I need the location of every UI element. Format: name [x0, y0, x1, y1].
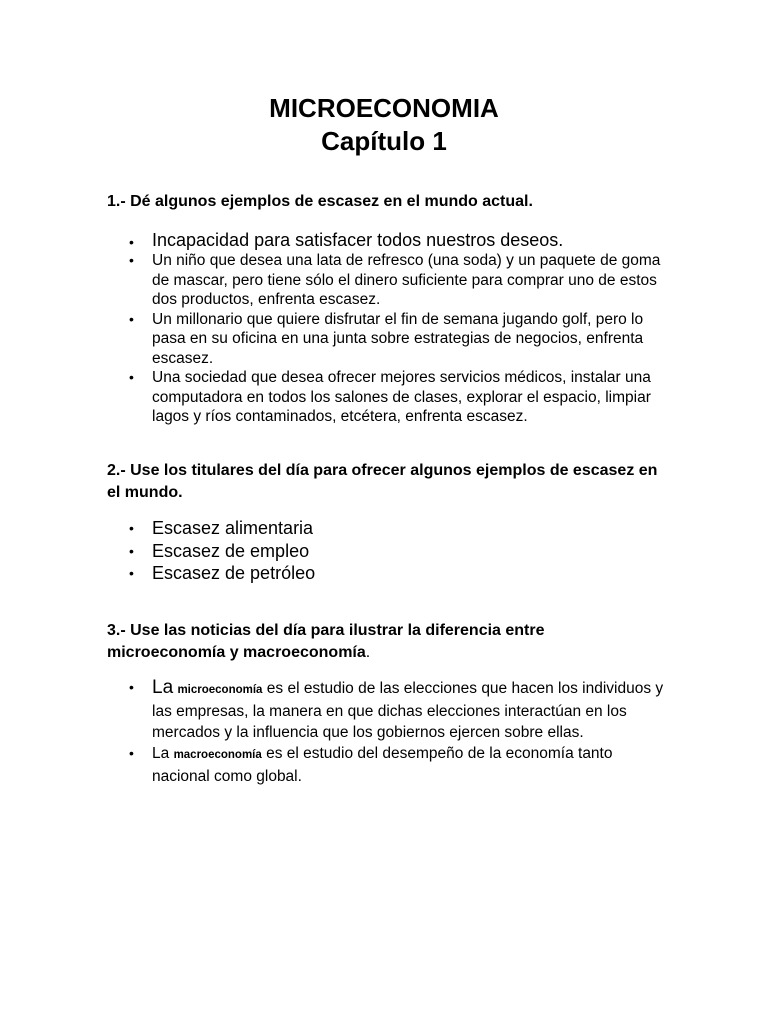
question-3-heading-text: 3.- Use las noticias del día para ilustrar la diferencia entre microeconomía y macroeconomía	[107, 622, 545, 661]
question-1-heading: 1.- Dé algunos ejemplos de escasez en el mundo actual.	[107, 193, 533, 210]
list-item-text: Un niño que desea una lata de refresco (una soda) y un paquete de goma de mascar, pero tiene sólo el dinero suficiente para comprar uno de estos dos productos, enfrenta escasez.	[152, 252, 661, 308]
bullet-icon: •	[129, 679, 134, 695]
question-2-list	[0, 517, 672, 585]
list-item-text: Una sociedad que desea ofrecer mejores servicios médicos, instalar una computadora en todos los salones de clases, explorar el espacio, limpiar lagos y ríos contaminados, etcétera, enfrenta escasez.	[152, 369, 651, 425]
term-microeconomia: microeconomía	[177, 684, 263, 696]
list-item-text: Escasez de empleo	[152, 540, 310, 561]
list-item	[0, 517, 672, 540]
list-item	[0, 677, 672, 743]
term-macroeconomia: macroeconomía	[173, 749, 262, 761]
list-item	[0, 368, 672, 427]
bullet-icon: •	[129, 745, 134, 761]
question-3-heading-period: .	[365, 644, 371, 661]
list-item-text: Escasez alimentaria	[152, 518, 314, 538]
bullet-icon: •	[129, 252, 134, 268]
question-3-list	[0, 677, 672, 787]
document-title	[0, 92, 768, 158]
list-item	[0, 310, 672, 369]
title-line-2: Capítulo 1	[321, 126, 447, 156]
list-item	[0, 562, 672, 585]
list-item-text: Escasez de petróleo	[152, 563, 316, 583]
bullet-icon: •	[129, 520, 134, 536]
question-3-heading	[107, 620, 667, 664]
question-2-heading: 2.- Use los titulares del día para ofrecer algunos ejemplos de escasez en el mundo.	[107, 462, 658, 501]
list-item	[0, 229, 672, 251]
bullet-icon: •	[129, 234, 134, 250]
bullet-icon: •	[129, 310, 134, 327]
list-item	[0, 540, 672, 563]
list-item-text: Incapacidad para satisfacer todos nuestros deseos.	[152, 230, 564, 250]
list-item	[0, 251, 672, 310]
list-item-text: es el estudio del desempeño de la economía tanto nacional como global.	[152, 745, 613, 785]
question-1-list	[0, 229, 672, 427]
list-item-text: es el estudio de las elecciones que hacen los individuos y las empresas, la manera en que dichas elecciones interactúan en los mercados y la influencia que los gobiernos ejercen sobre ellas.	[152, 680, 664, 741]
bullet-icon: •	[129, 369, 134, 385]
list-item-article: La	[152, 745, 170, 762]
list-item-article: La	[152, 677, 174, 698]
bullet-icon: •	[129, 565, 134, 581]
list-item	[0, 743, 672, 787]
bullet-icon: •	[129, 542, 134, 559]
list-item-text: Un millonario que quiere disfrutar el fin de semana jugando golf, pero lo pasa en su oficina en una junta sobre estrategias de negocios, enfrenta escasez.	[152, 310, 644, 367]
title-line-1: MICROECONOMIA	[269, 93, 499, 123]
